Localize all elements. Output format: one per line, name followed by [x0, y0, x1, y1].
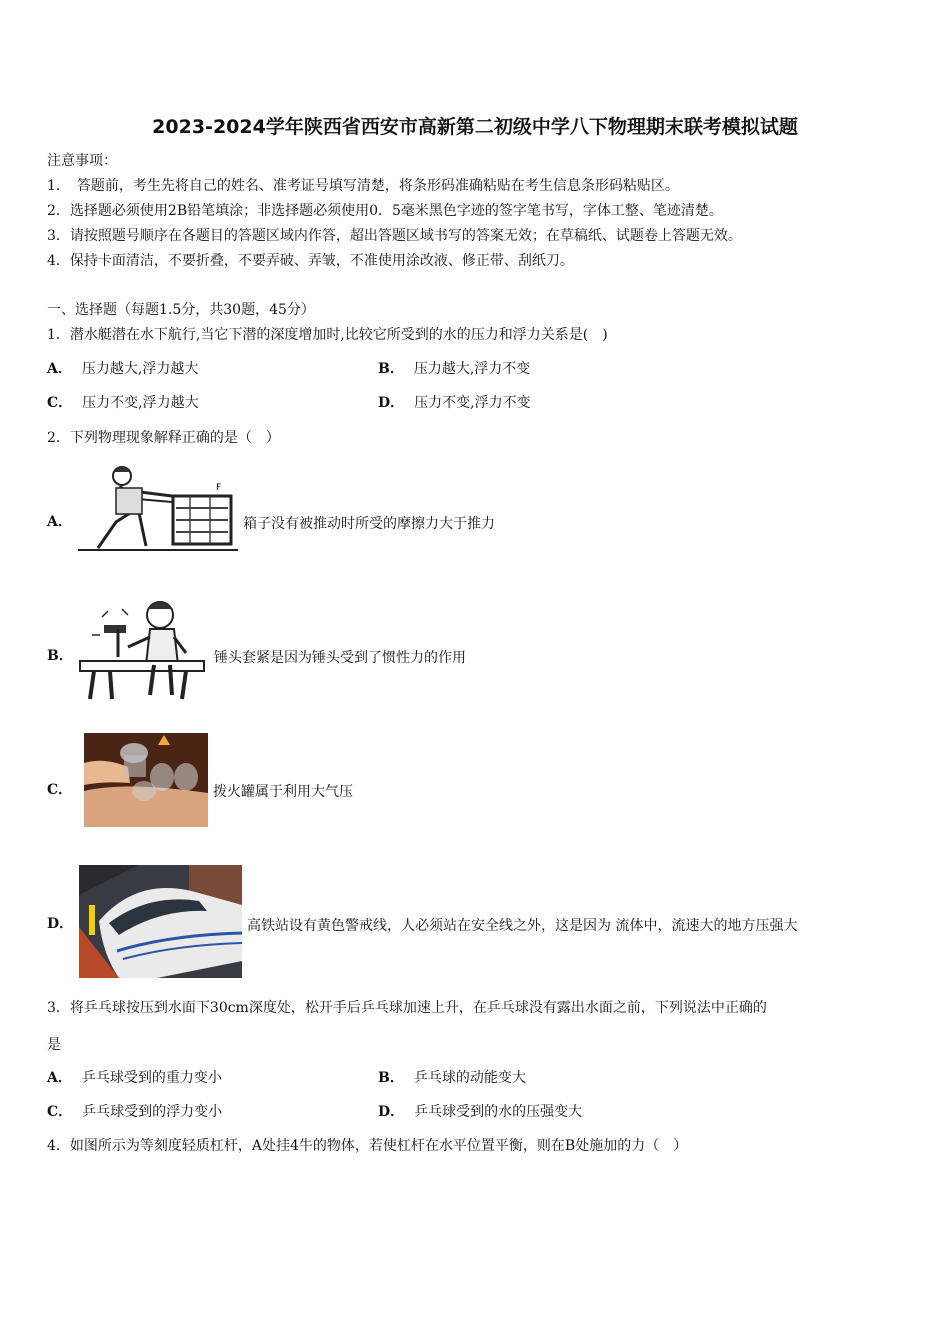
q3-option-a: [47, 1069, 222, 1087]
q1-option-d: [378, 394, 531, 412]
q2-option-a-text: 箱子没有被推动时所受的摩擦力大于推力: [243, 516, 495, 532]
option-text: 乒乓球受到的浮力变小: [82, 1104, 223, 1120]
option-text: 压力越大,浮力不变: [413, 361, 531, 377]
q2-option-d-text: 高铁站设有黄色警戒线，人必须站在安全线之外，这是因为 流体中，流速大的地方压强大: [247, 918, 798, 934]
option-label: D．: [47, 916, 74, 932]
option-text: 乒乓球受到的重力变小: [81, 1070, 222, 1086]
q2-option-b-text: 锤头套紧是因为锤头受到了惯性力的作用: [214, 650, 466, 666]
q3-option-b: [378, 1069, 526, 1087]
question-2-stem: 2．下列物理现象解释正确的是（ ）: [47, 430, 280, 446]
question-1-stem: 1．潜水艇潜在水下航行,当它下潜的深度增加时,比较它所受到的水的压力和浮力关系是( ): [47, 327, 608, 343]
q3-option-c: [47, 1103, 222, 1121]
option-label: D．: [378, 1104, 405, 1120]
person-pushing-box-image: [76, 460, 240, 554]
note-item: 2．选择题必须使用2B铅笔填涂；非选择题必须使用0．5毫米黑色字迹的签字笔书写，字体工整、笔迹清楚。: [47, 203, 723, 219]
option-text: 乒乓球受到的水的压强变大: [414, 1104, 583, 1120]
option-label: C．: [47, 395, 73, 411]
q1-option-b: [378, 360, 530, 378]
option-label: A．: [47, 361, 72, 377]
option-label: A．: [47, 1070, 72, 1086]
q3-option-d: [378, 1103, 582, 1121]
option-label: D．: [378, 395, 405, 411]
note-item: 4．保持卡面清洁，不要折叠，不要弄破、弄皱，不准使用涂改液、修正带、刮纸刀。: [47, 253, 574, 269]
question-4-stem: 4．如图所示为等刻度轻质杠杆，A处挂4牛的物体，若使杠杆在水平位置平衡，则在B处施加的力（ ）: [47, 1138, 688, 1154]
person-hammering-image: [78, 595, 210, 701]
q2-option-c-text: 拨火罐属于利用大气压: [213, 784, 353, 800]
high-speed-train-image: [79, 865, 242, 978]
option-text: 乒乓球的动能变大: [413, 1070, 526, 1086]
option-text: 压力不变,浮力不变: [414, 395, 531, 411]
q2-option-c-label: [47, 781, 82, 799]
section-heading: 一、选择题（每题1.5分，共30题，45分）: [47, 302, 315, 318]
question-3-stem: 3．将乒乓球按压到水面下30cm深度处，松开手后乒乓球加速上升，在乒乓球没有露出水面之前，下列说法中正确的: [47, 1000, 767, 1016]
q2-option-d-label: [47, 915, 83, 933]
option-label: B．: [378, 361, 404, 377]
option-label: C．: [47, 782, 73, 798]
question-3-stem-cont: 是: [47, 1037, 61, 1053]
note-item: 3．请按照题号顺序在各题目的答题区域内作答，超出答题区域书写的答案无效；在草稿纸、试题卷上答题无效。: [47, 228, 742, 244]
option-label: B．: [378, 1070, 404, 1086]
option-text: 压力越大,浮力越大: [81, 361, 199, 377]
q1-option-a: [47, 360, 198, 378]
note-item: 1． 答题前，考生先将自己的姓名、准考证号填写清楚，将条形码准确粘贴在考生信息条形码粘贴区。: [47, 178, 679, 194]
cupping-therapy-image: [84, 733, 208, 827]
notes-heading: 注意事项：: [47, 153, 117, 169]
option-label: C．: [47, 1104, 73, 1120]
option-label: B．: [47, 648, 73, 664]
option-label: A．: [47, 514, 72, 530]
q1-option-c: [47, 394, 199, 412]
option-text: 压力不变,浮力越大: [82, 395, 199, 411]
force-label: F: [216, 483, 222, 493]
page-title: 2023-2024学年陕西省西安市高新第二初级中学八下物理期末联考模拟试题: [152, 116, 798, 138]
